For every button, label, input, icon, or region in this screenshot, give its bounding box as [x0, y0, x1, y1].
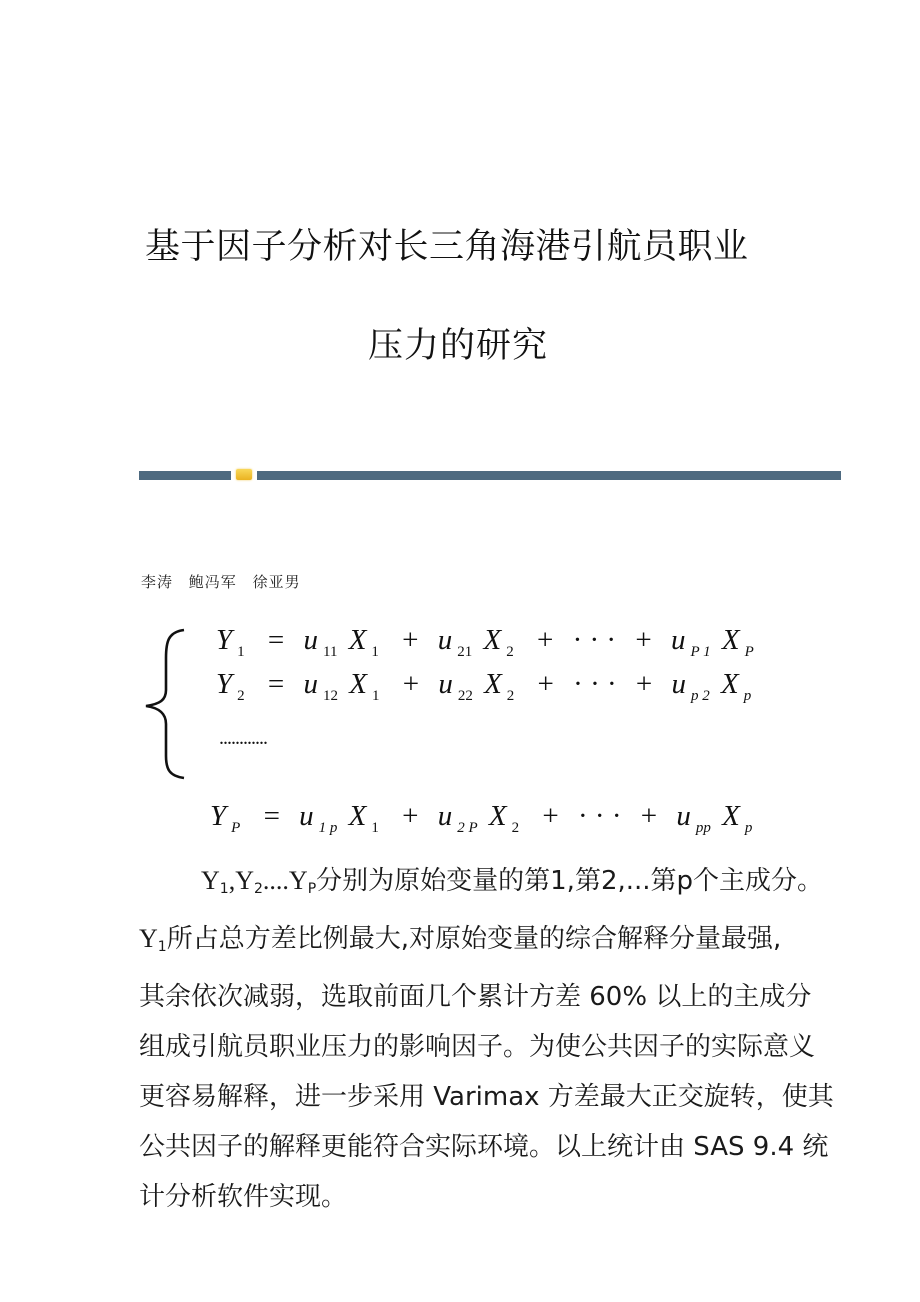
author: 鲍冯军 [188, 573, 237, 591]
left-brace-icon [140, 628, 190, 780]
paragraph-line: 其余依次减弱，选取前面几个累计方差 60% 以上的主成分 [139, 982, 812, 1012]
paragraph-line: $Y_1$所占总方差比例最大,对原始变量的综合解释分量最强, [139, 924, 782, 955]
paragraph-line: 计分析软件实现。 [139, 1182, 348, 1212]
title-line-2: 压力的研究 [368, 326, 549, 366]
title-divider-right [257, 471, 841, 480]
paragraph-line: $Y_1,Y_2....Y_P$分别为原始变量的第1,第2,...第p个主成分。 [201, 866, 824, 897]
title-line-1: 基于因子分析对长三角海港引航员职业 [145, 227, 749, 267]
title-divider-left [139, 471, 231, 480]
paragraph-line: 组成引航员职业压力的影响因子。为使公共因子的实际意义 [139, 1032, 816, 1062]
equation-ellipsis: ............ [219, 727, 267, 749]
envelope-ornament-icon [236, 469, 252, 480]
paragraph-line: 更容易解释，进一步采用 Varimax 方差最大正交旋转，使其 [139, 1082, 834, 1112]
equation-yp: Y $_P$ = u $_{1 p}$ X $_1$ + u $_{2 P}$ X $_2$ + · · · + u $_{pp}$ X $_p$ [210, 800, 753, 836]
author-list [141, 571, 311, 592]
author: 李涛 [141, 573, 174, 591]
equation-y2: Y $_2$ = u $_{12}$ X $_1$ + u $_{22}$ X $_2$ + · · · + u $_{p 2}$ X $_p$ [216, 668, 752, 704]
paragraph-line: 公共因子的解释更能符合实际环境。以上统计由 SAS 9.4 统 [139, 1132, 829, 1162]
equation-y1: Y $_1$ = u $_{11}$ X $_1$ + u $_{21}$ X $_2$ + · · · + u $_{P 1}$ X $_P$ [216, 624, 754, 660]
body-paragraph [139, 856, 849, 1222]
author: 徐亚男 [252, 573, 301, 591]
